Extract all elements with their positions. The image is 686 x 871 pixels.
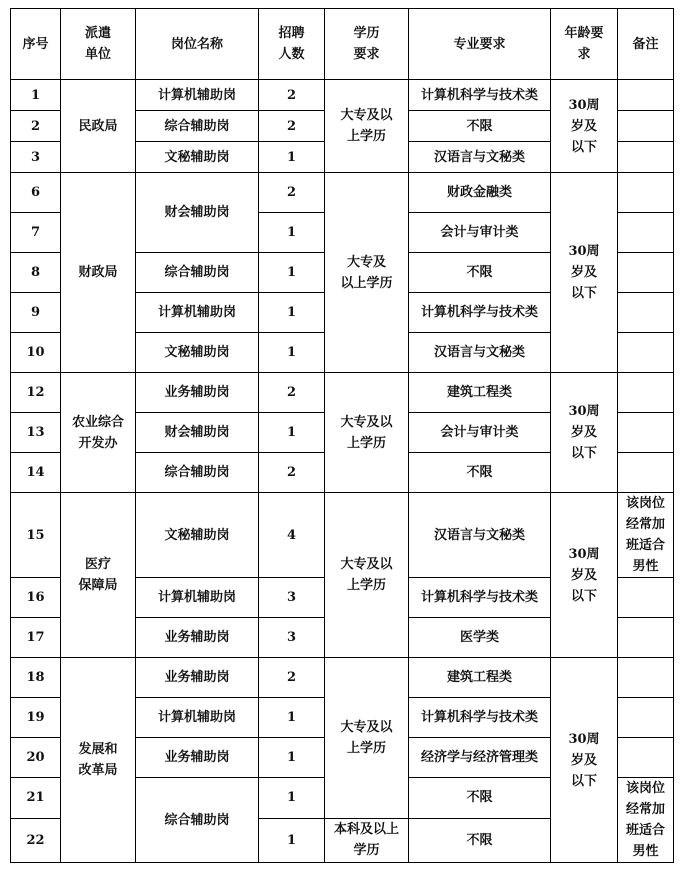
remark-cell — [618, 80, 674, 111]
education-cell: 大专及以 上学历 — [325, 373, 409, 493]
age-cell: 30周 岁及 以下 — [551, 658, 618, 863]
education-cell: 大专及以 上学历 — [325, 493, 409, 658]
header-major: 专业要求 — [409, 9, 551, 80]
count-cell: 3 — [259, 578, 325, 618]
row-index: 7 — [11, 213, 61, 253]
row-index: 8 — [11, 253, 61, 293]
remark-cell — [618, 658, 674, 698]
row-index: 15 — [11, 493, 61, 578]
position-cell: 文秘辅助岗 — [136, 493, 259, 578]
row-index: 12 — [11, 373, 61, 413]
remark-cell — [618, 578, 674, 618]
remark-cell — [618, 173, 674, 213]
position-cell: 综合辅助岗 — [136, 253, 259, 293]
remark-cell — [618, 618, 674, 658]
major-cell: 会计与审计类 — [409, 213, 551, 253]
table-row — [11, 658, 674, 698]
header-row — [11, 9, 674, 80]
age-cell: 30周 岁及 以下 — [551, 493, 618, 658]
row-index: 14 — [11, 453, 61, 493]
major-cell: 财政金融类 — [409, 173, 551, 213]
count-cell: 2 — [259, 658, 325, 698]
major-cell: 计算机科学与技术类 — [409, 578, 551, 618]
position-cell: 业务辅助岗 — [136, 373, 259, 413]
major-cell: 不限 — [409, 253, 551, 293]
count-cell: 4 — [259, 493, 325, 578]
count-cell: 2 — [259, 373, 325, 413]
row-index: 13 — [11, 413, 61, 453]
position-cell: 综合辅助岗 — [136, 111, 259, 142]
table-row — [11, 373, 674, 413]
age-cell: 30周 岁及 以下 — [551, 80, 618, 173]
remark-cell — [618, 213, 674, 253]
education-cell: 大专及 以上学历 — [325, 173, 409, 373]
row-index: 19 — [11, 698, 61, 738]
education-cell: 本科及以上 学历 — [325, 818, 409, 862]
position-cell: 综合辅助岗 — [136, 778, 259, 863]
header-count: 招聘 人数 — [259, 9, 325, 80]
unit-cell: 发展和 改革局 — [61, 658, 136, 863]
count-cell: 1 — [259, 778, 325, 819]
position-cell: 计算机辅助岗 — [136, 80, 259, 111]
row-index: 2 — [11, 111, 61, 142]
position-cell: 文秘辅助岗 — [136, 333, 259, 373]
education-cell: 大专及以 上学历 — [325, 658, 409, 819]
remark-cell — [618, 111, 674, 142]
count-cell: 1 — [259, 213, 325, 253]
table-row — [11, 493, 674, 578]
major-cell: 不限 — [409, 111, 551, 142]
age-cell: 30周 岁及 以下 — [551, 373, 618, 493]
row-index: 20 — [11, 738, 61, 778]
major-cell: 医学类 — [409, 618, 551, 658]
remark-cell — [618, 698, 674, 738]
unit-cell: 医疗 保障局 — [61, 493, 136, 658]
row-index: 1 — [11, 80, 61, 111]
remark-cell — [618, 373, 674, 413]
count-cell: 2 — [259, 173, 325, 213]
count-cell: 2 — [259, 453, 325, 493]
remark-cell — [618, 413, 674, 453]
position-cell: 业务辅助岗 — [136, 738, 259, 778]
count-cell: 3 — [259, 618, 325, 658]
major-cell: 计算机科学与技术类 — [409, 698, 551, 738]
major-cell: 汉语言与文秘类 — [409, 493, 551, 578]
position-cell: 计算机辅助岗 — [136, 293, 259, 333]
remark-cell: 该岗位 经常加 班适合 男性 — [618, 493, 674, 578]
row-index: 22 — [11, 818, 61, 862]
major-cell: 经济学与经济管理类 — [409, 738, 551, 778]
education-cell: 大专及以 上学历 — [325, 80, 409, 173]
table-row — [11, 173, 674, 213]
count-cell: 1 — [259, 333, 325, 373]
row-index: 18 — [11, 658, 61, 698]
position-cell: 文秘辅助岗 — [136, 142, 259, 173]
header-remark: 备注 — [618, 9, 674, 80]
position-cell: 业务辅助岗 — [136, 658, 259, 698]
row-index: 10 — [11, 333, 61, 373]
major-cell: 建筑工程类 — [409, 658, 551, 698]
header-index: 序号 — [11, 9, 61, 80]
count-cell: 1 — [259, 142, 325, 173]
remark-cell — [618, 738, 674, 778]
unit-cell: 民政局 — [61, 80, 136, 173]
major-cell: 会计与审计类 — [409, 413, 551, 453]
header-education: 学历 要求 — [325, 9, 409, 80]
major-cell: 不限 — [409, 778, 551, 819]
remark-cell — [618, 142, 674, 173]
position-cell: 计算机辅助岗 — [136, 578, 259, 618]
remark-cell — [618, 293, 674, 333]
major-cell: 计算机科学与技术类 — [409, 80, 551, 111]
major-cell: 计算机科学与技术类 — [409, 293, 551, 333]
major-cell: 不限 — [409, 818, 551, 862]
unit-cell: 农业综合 开发办 — [61, 373, 136, 493]
row-index: 16 — [11, 578, 61, 618]
position-cell: 财会辅助岗 — [136, 413, 259, 453]
header-age: 年龄要 求 — [551, 9, 618, 80]
count-cell: 1 — [259, 413, 325, 453]
major-cell: 汉语言与文秘类 — [409, 142, 551, 173]
table-row — [11, 80, 674, 111]
row-index: 17 — [11, 618, 61, 658]
count-cell: 1 — [259, 293, 325, 333]
remark-cell: 该岗位 经常加 班适合 男性 — [618, 778, 674, 863]
remark-cell — [618, 453, 674, 493]
age-cell: 30周 岁及 以下 — [551, 173, 618, 373]
major-cell: 汉语言与文秘类 — [409, 333, 551, 373]
count-cell: 2 — [259, 80, 325, 111]
unit-cell: 财政局 — [61, 173, 136, 373]
count-cell: 1 — [259, 698, 325, 738]
count-cell: 2 — [259, 111, 325, 142]
remark-cell — [618, 253, 674, 293]
remark-cell — [618, 333, 674, 373]
row-index: 6 — [11, 173, 61, 213]
count-cell: 1 — [259, 818, 325, 862]
major-cell: 建筑工程类 — [409, 373, 551, 413]
major-cell: 不限 — [409, 453, 551, 493]
header-position: 岗位名称 — [136, 9, 259, 80]
position-cell: 综合辅助岗 — [136, 453, 259, 493]
count-cell: 1 — [259, 738, 325, 778]
recruitment-table — [10, 8, 674, 863]
row-index: 9 — [11, 293, 61, 333]
count-cell: 1 — [259, 253, 325, 293]
header-unit: 派遣 单位 — [61, 9, 136, 80]
position-cell: 业务辅助岗 — [136, 618, 259, 658]
row-index: 21 — [11, 778, 61, 819]
position-cell: 财会辅助岗 — [136, 173, 259, 253]
row-index: 3 — [11, 142, 61, 173]
position-cell: 计算机辅助岗 — [136, 698, 259, 738]
